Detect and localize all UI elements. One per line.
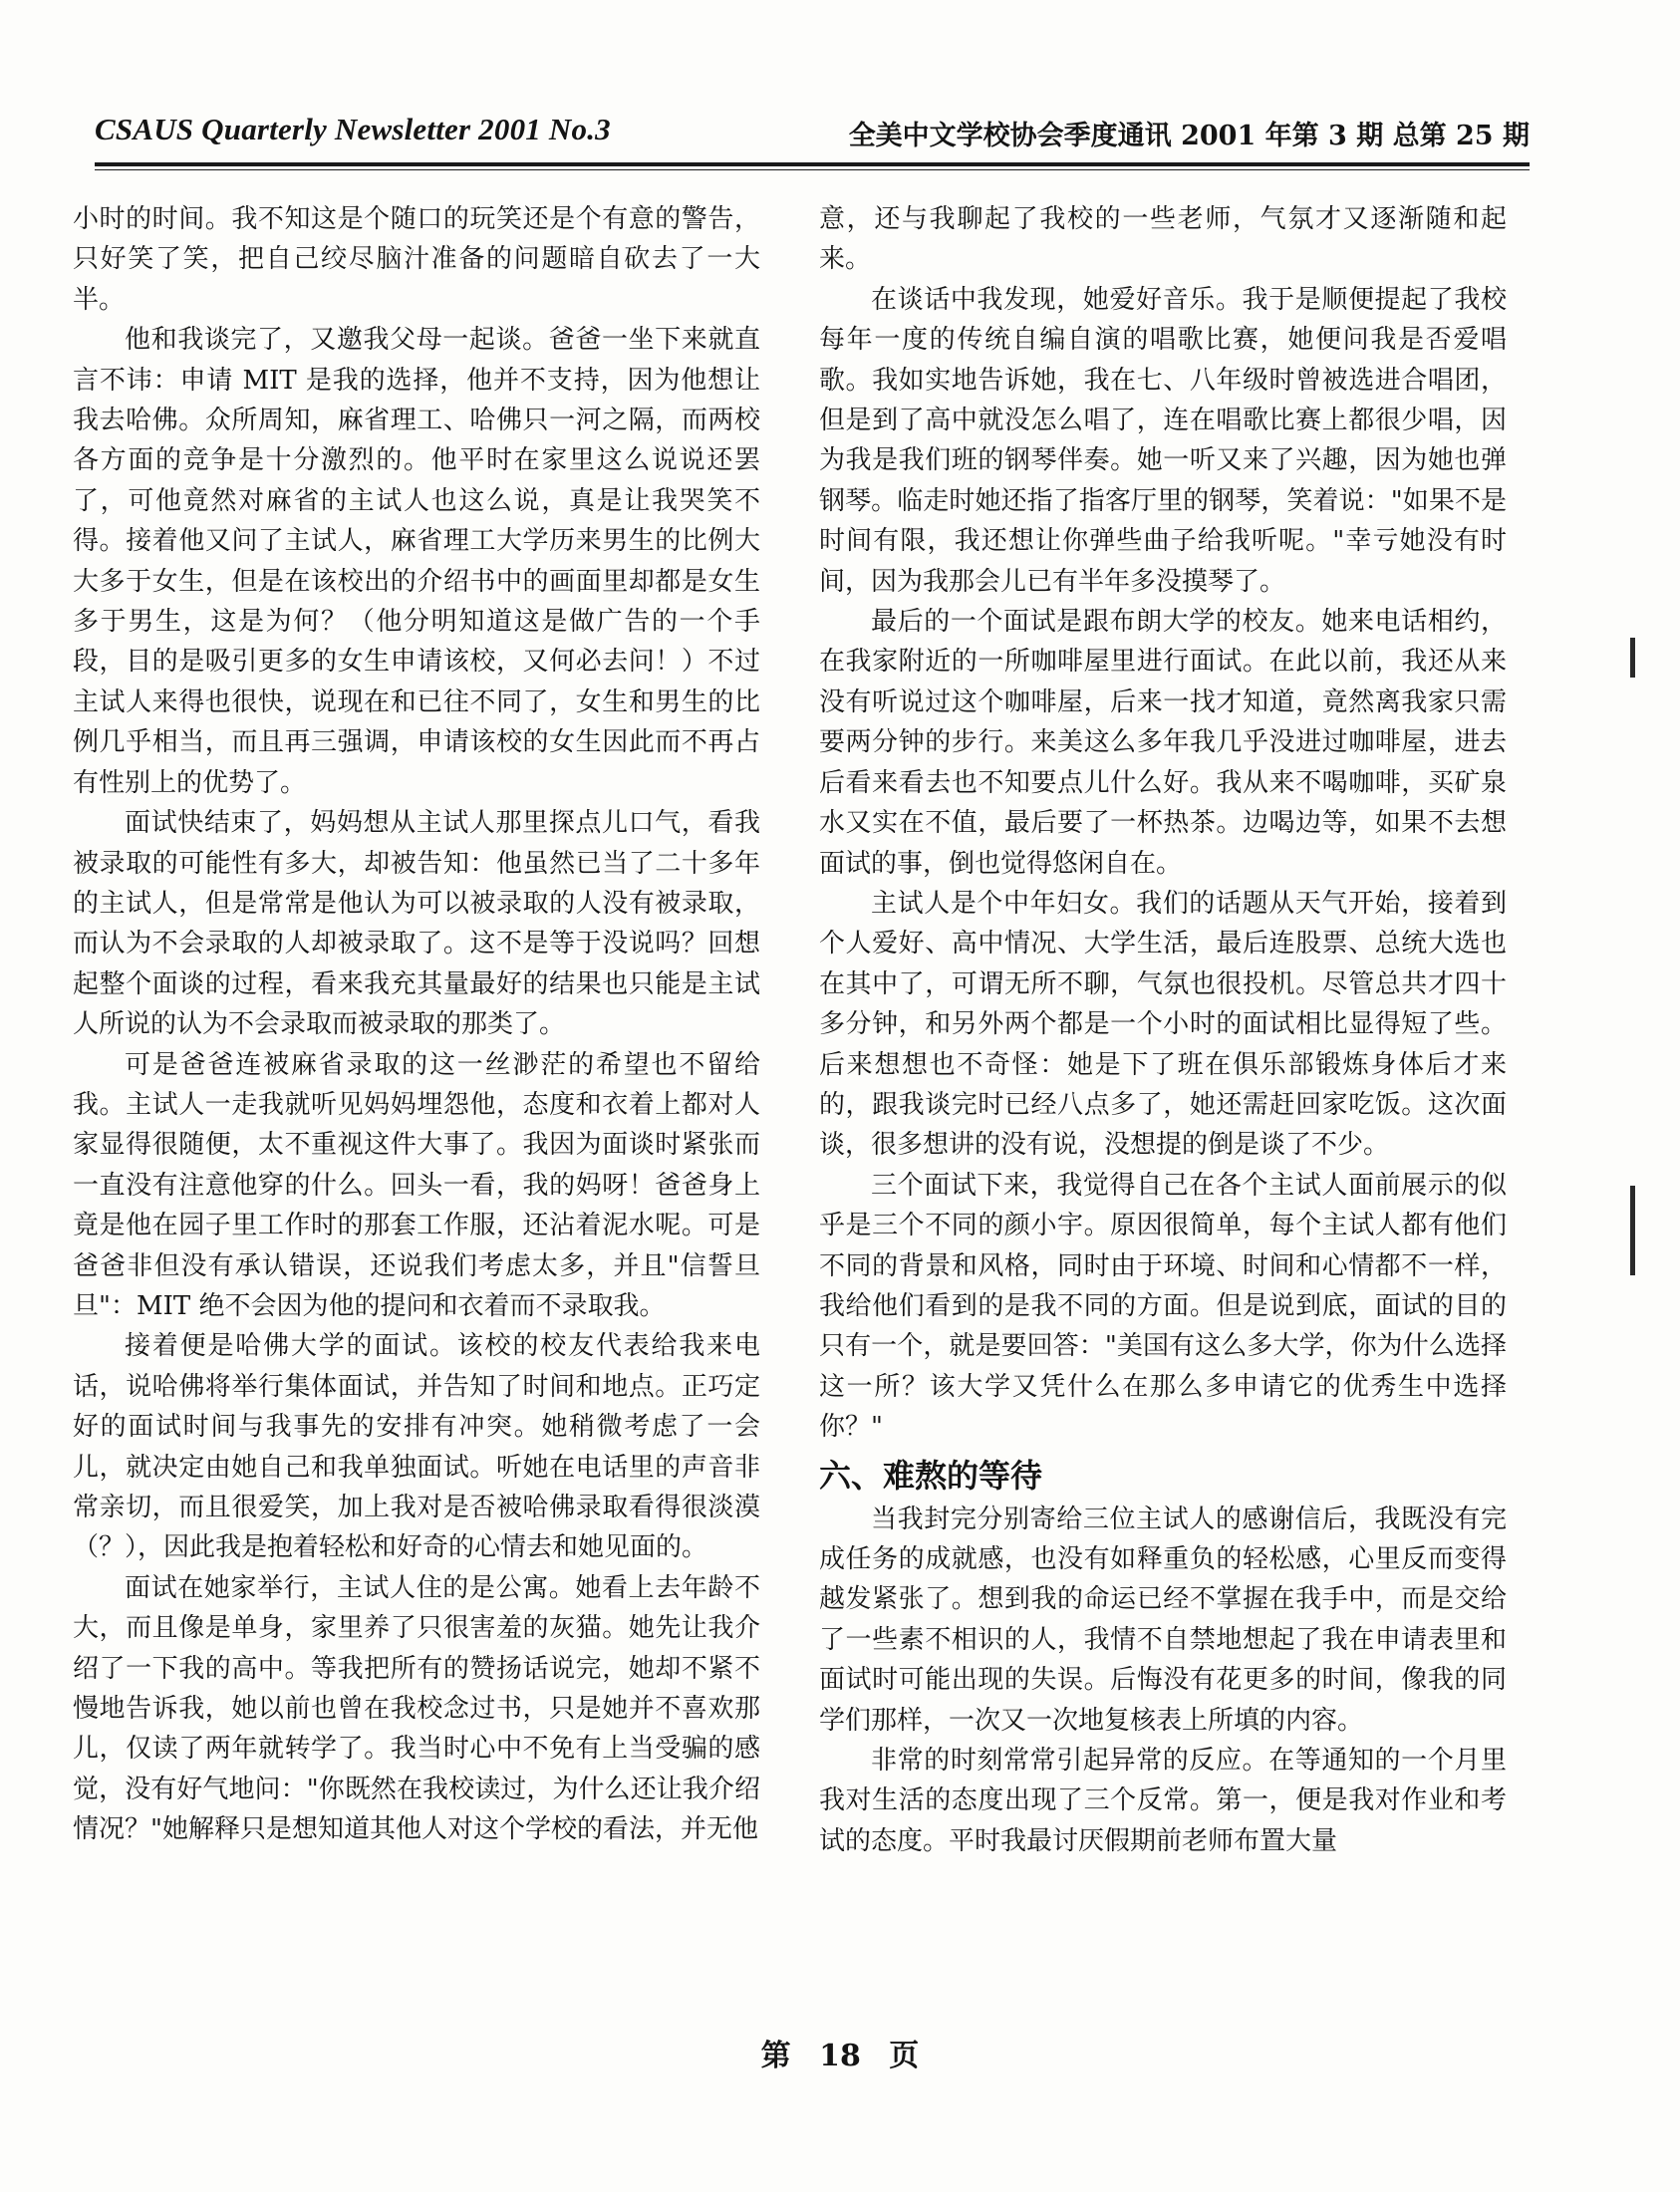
paragraph: 面试快结束了，妈妈想从主试人那里探点儿口气，看我被录取的可能性有多大，却被告知：他虽然已当了二十多年的主试人，但是常常是他认为可以被录取的人没有被录取，而认为不会录取的人却被录取了。这不是等于没说吗？回想起整个面谈的过程，看来我充其量最好的结果也只能是主试人所说的认为不会录取而被录取的那类了。: [73, 808, 760, 1040]
newsletter-title-en: CSAUS Quarterly Newsletter 2001 No.3: [95, 112, 611, 146]
paragraph: 意，还与我聊起了我校的一些老师，气氛才又逐渐随和起来。: [819, 204, 1507, 275]
paragraph: 面试在她家举行，主试人住的是公寓。她看上去年龄不大，而且像是单身，家里养了只很害羞的灰猫。她先让我介绍了一下我的高中。等我把所有的赞扬话说完，她却不紧不慢地告诉我，她以前也曾在我校念过书，只是她并不喜欢那儿，仅读了两年就转学了。我当时心中不免有上当受骗的感觉，没有好气地问："你既然在我校读过，为什么还让我介绍情况？"她解释只是想知道其他人对这个学校的看法，并无他: [73, 1572, 760, 1845]
right-column: [819, 199, 1507, 1993]
paragraph: 当我封完分别寄给三位主试人的感谢信后，我既没有完成任务的成就感，也没有如释重负的轻松感，心里反而变得越发紧张了。想到我的命运已经不掌握在我手中，而是交给了一些素不相识的人，我情不自禁地想起了我在申请表里和面试时可能出现的失误。后悔没有花更多的时间，像我的同学们那样，一次又一次地复核表上所填的内容。: [819, 1504, 1507, 1736]
header-rule-thick: [95, 162, 1530, 166]
paragraph: 可是爸爸连被麻省录取的这一丝渺茫的希望也不留给我。主试人一走我就听见妈妈埋怨他，态度和衣着上都对人家显得很随便，太不重视这件大事了。我因为面谈时紧张而一直没有注意他穿的什么。回头一看，我的妈呀！爸爸身上竟是他在园子里工作时的那套工作服，还沾着泥水呢。可是爸爸非但没有承认错误，还说我们考虑太多，并且"信誓旦旦"：MIT 绝不会因为他的提问和衣着而不录取我。: [73, 1049, 760, 1321]
paragraph: 小时的时间。我不知这是个随口的玩笑还是个有意的警告，只好笑了笑，把自己绞尽脑汁准备的问题暗自砍去了一大半。: [73, 204, 760, 315]
page-number: 第 18 页: [760, 2039, 920, 2073]
paragraph: 在谈话中我发现，她爱好音乐。我于是顺便提起了我校每年一度的传统自编自演的唱歌比赛，她便问我是否爱唱歌。我如实地告诉她，我在七、八年级时曾被选进合唱团，但是到了高中就没怎么唱了，连在唱歌比赛上都很少唱，因为我是我们班的钢琴伴奏。她一听又来了兴趣，因为她也弹钢琴。临走时她还指了指客厅里的钢琴，笑着说："如果不是时间有限，我还想让你弹些曲子给我听呢。"幸亏她没有时间，因为我那会儿已有半年多没摸琴了。: [819, 284, 1507, 597]
page-header: [95, 112, 1530, 157]
header-rule-thin: [95, 169, 1530, 170]
left-column: [73, 199, 760, 1993]
section-heading: 六、难熬的等待: [819, 1456, 1043, 1495]
newsletter-title-zh: 全美中文学校协会季度通讯 2001 年第 3 期 总第 25 期: [848, 121, 1530, 151]
paragraph: 最后的一个面试是跟布朗大学的校友。她来电话相约，在我家附近的一所咖啡屋里进行面试。在此以前，我还从来没有听说过这个咖啡屋，后来一找才知道，竟然离我家只需要两分钟的步行。来美这么多年我几乎没进过咖啡屋，进去后看来看去也不知要点儿什么好。我从来不喝咖啡，买矿泉水又实在不值，最后要了一杯热茶。边喝边等，如果不去想面试的事，倒也觉得悠闲自在。: [819, 607, 1507, 879]
scan-artifact-mark: [1630, 638, 1635, 678]
paragraph: 三个面试下来，我觉得自己在各个主试人面前展示的似乎是三个不同的颜小宇。原因很简单，每个主试人都有他们不同的背景和风格，同时由于环境、时间和心情都不一样，我给他们看到的是我不同的方面。但是说到底，面试的目的只有一个，就是要回答："美国有这么多大学，你为什么选择这一所？该大学又凭什么在那么多申请它的优秀生中选择你？": [819, 1170, 1507, 1443]
scan-artifact-mark: [1630, 1186, 1635, 1275]
paragraph: 他和我谈完了，又邀我父母一起谈。爸爸一坐下来就直言不讳：申请 MIT 是我的选择，他并不支持，因为他想让我去哈佛。众所周知，麻省理工、哈佛只一河之隔，而两校各方面的竞争是十分激烈的。他平时在家里这么说说还罢了，可他竟然对麻省的主试人也这么说，真是让我哭笑不得。接着他又问了主试人，麻省理工大学历来男生的比例大大多于女生，但是在该校出的介绍书中的画面里却都是女生多于男生，这是为何？（他分明知道这是做广告的一个手段，目的是吸引更多的女生申请该校，又何必去问！）不过主试人来得也很快，说现在和已往不同了，女生和男生的比例几乎相当，而且再三强调，申请该校的女生因此而不再占有性别上的优势了。: [73, 325, 760, 798]
paragraph: 接着便是哈佛大学的面试。该校的校友代表给我来电话，说哈佛将举行集体面试，并告知了时间和地点。正巧定好的面试时间与我事先的安排有冲突。她稍微考虑了一会儿，就决定由她自己和我单独面试。听她在电话里的声音非常亲切，而且很爱笑，加上我对是否被哈佛录取看得很淡漠（？），因此我是抱着轻松和好奇的心情去和她见面的。: [73, 1331, 760, 1563]
paragraph: 主试人是个中年妇女。我们的话题从天气开始，接着到个人爱好、高中情况、大学生活，最后连股票、总统大选也在其中了，可谓无所不聊，气氛也很投机。尽管总共才四十多分钟，和另外两个都是一个小时的面试相比显得短了些。后来想想也不奇怪：她是下了班在俱乐部锻炼身体后才来的，跟我谈完时已经八点多了，她还需赶回家吃饭。这次面谈，很多想讲的没有说，没想提的倒是谈了不少。: [819, 888, 1507, 1161]
paragraph: 非常的时刻常常引起异常的反应。在等通知的一个月里我对生活的态度出现了三个反常。第一，便是我对作业和考试的态度。平时我最讨厌假期前老师布置大量: [819, 1746, 1507, 1856]
